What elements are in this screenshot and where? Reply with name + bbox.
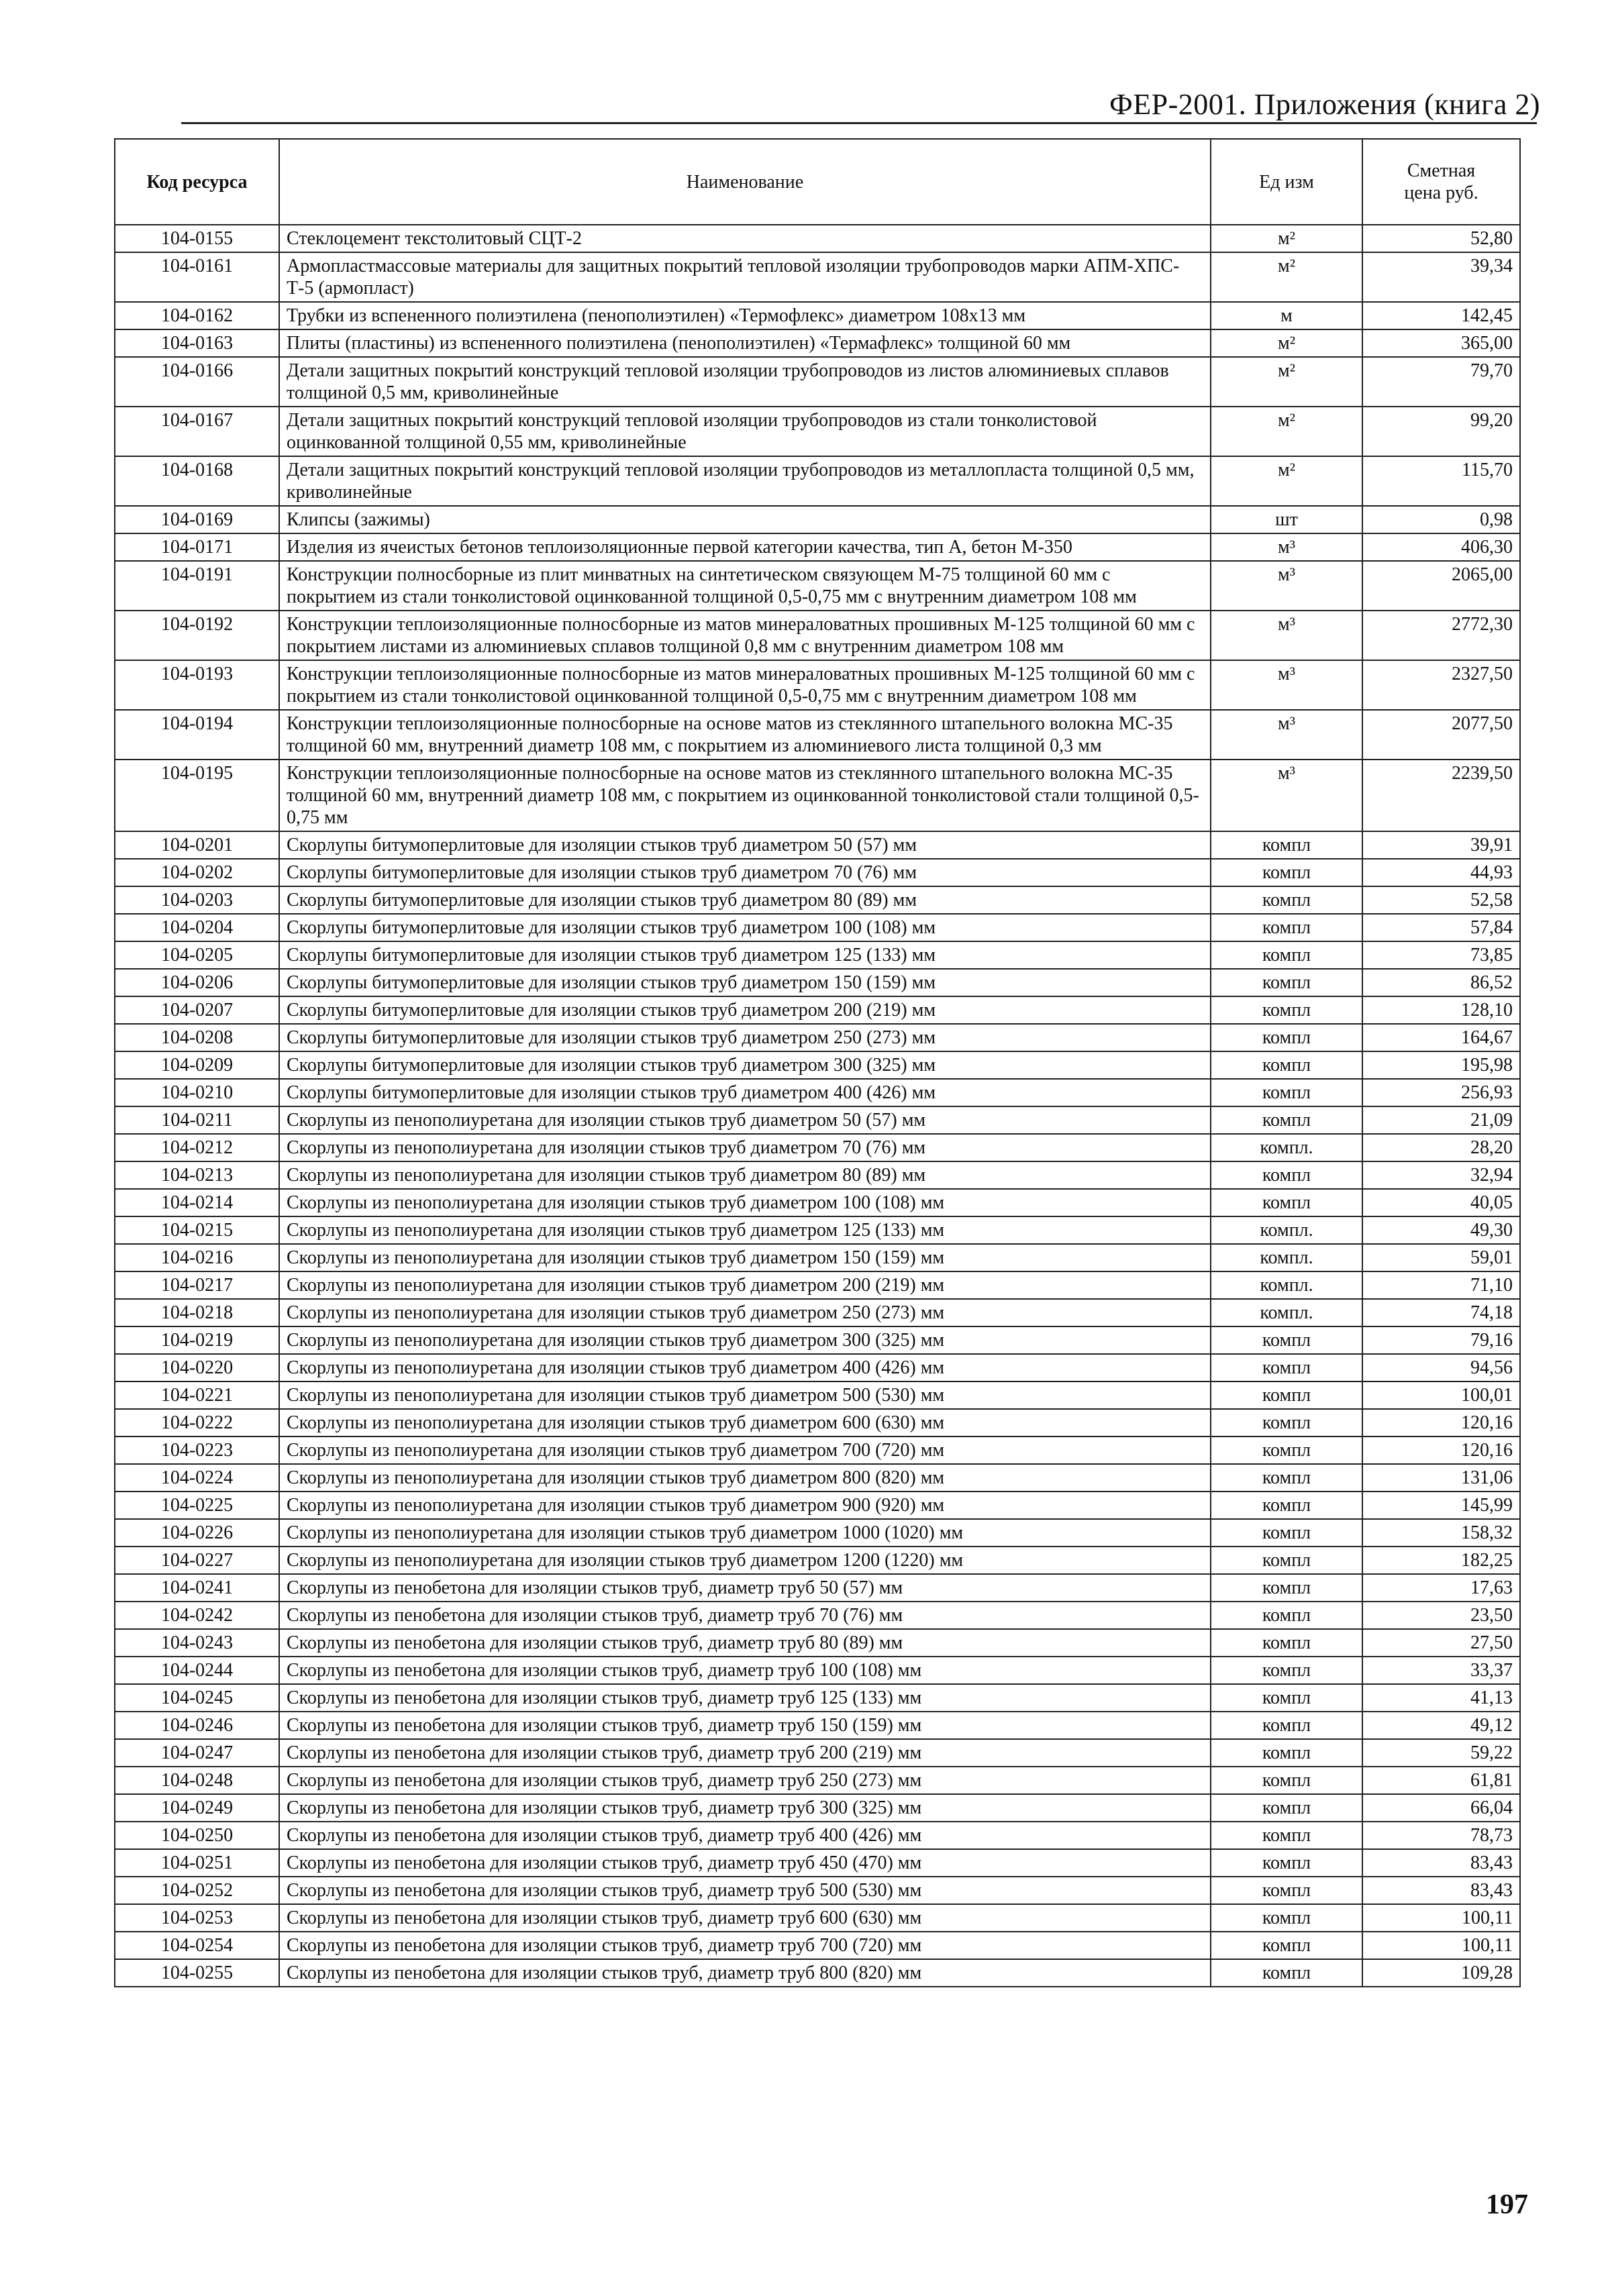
name-cell: Скорлупы из пенополиуретана для изоляции стыков труб диаметром 200 (219) мм [279, 1271, 1211, 1299]
column-header-unit: Ед изм [1211, 139, 1362, 225]
code-cell: 104-0206 [115, 969, 279, 996]
code-cell: 104-0214 [115, 1189, 279, 1216]
unit-cell: компл [1211, 1602, 1362, 1629]
name-cell: Скорлупы из пенополиуретана для изоляции стыков труб диаметром 400 (426) мм [279, 1354, 1211, 1381]
table-row [115, 760, 1520, 831]
unit-cell: компл. [1211, 1216, 1362, 1244]
price-cell: 2327,50 [1362, 660, 1520, 710]
price-cell: 39,91 [1362, 831, 1520, 859]
code-cell: 104-0212 [115, 1134, 279, 1161]
price-cell: 59,01 [1362, 1244, 1520, 1271]
price-cell: 2065,00 [1362, 561, 1520, 611]
name-cell: Клипсы (зажимы) [279, 506, 1211, 533]
price-cell: 21,09 [1362, 1106, 1520, 1134]
name-cell: Скорлупы из пенополиуретана для изоляции стыков труб диаметром 900 (920) мм [279, 1492, 1211, 1519]
name-cell: Конструкции теплоизоляционные полносборные из матов минераловатных прошивных М-125 толщиной 60 мм с покрытием из стали тонколистовой оцинкованной толщиной 0,5-0,75 мм с внутренним диаметром 108 мм [279, 660, 1211, 710]
name-cell: Скорлупы из пенобетона для изоляции стыков труб, диаметр труб 70 (76) мм [279, 1602, 1211, 1629]
price-cell: 17,63 [1362, 1574, 1520, 1602]
price-cell: 158,32 [1362, 1519, 1520, 1547]
table-row [115, 456, 1520, 506]
code-cell: 104-0167 [115, 407, 279, 456]
name-cell: Скорлупы из пенобетона для изоляции стыков труб, диаметр труб 300 (325) мм [279, 1794, 1211, 1822]
name-cell: Скорлупы из пенобетона для изоляции стыков труб, диаметр труб 125 (133) мм [279, 1684, 1211, 1712]
code-cell: 104-0202 [115, 859, 279, 886]
table-row [115, 1271, 1520, 1299]
table-row [115, 1354, 1520, 1381]
price-cell: 164,67 [1362, 1024, 1520, 1051]
code-cell: 104-0255 [115, 1959, 279, 1987]
code-cell: 104-0155 [115, 225, 279, 252]
name-cell: Скорлупы из пенополиуретана для изоляции стыков труб диаметром 150 (159) мм [279, 1244, 1211, 1271]
price-cell: 2239,50 [1362, 760, 1520, 831]
price-cell: 2772,30 [1362, 611, 1520, 660]
table-row [115, 561, 1520, 611]
unit-cell: м² [1211, 252, 1362, 302]
price-cell: 182,25 [1362, 1547, 1520, 1574]
unit-cell: компл [1211, 1547, 1362, 1574]
unit-cell: компл [1211, 996, 1362, 1024]
price-cell: 120,16 [1362, 1409, 1520, 1437]
unit-cell: компл [1211, 1381, 1362, 1409]
page-number: 197 [1486, 2189, 1528, 2220]
unit-cell: компл [1211, 1574, 1362, 1602]
name-cell: Скорлупы из пенополиуретана для изоляции стыков труб диаметром 70 (76) мм [279, 1134, 1211, 1161]
code-cell: 104-0224 [115, 1464, 279, 1492]
name-cell: Детали защитных покрытий конструкций тепловой изоляции трубопроводов из листов алюминиевых сплавов толщиной 0,5 мм, криволинейные [279, 357, 1211, 407]
price-cell: 39,34 [1362, 252, 1520, 302]
table-row [115, 1574, 1520, 1602]
code-cell: 104-0245 [115, 1684, 279, 1712]
code-cell: 104-0249 [115, 1794, 279, 1822]
unit-cell: компл [1211, 1904, 1362, 1932]
price-cell: 142,45 [1362, 302, 1520, 329]
code-cell: 104-0244 [115, 1657, 279, 1684]
code-cell: 104-0220 [115, 1354, 279, 1381]
unit-cell: компл [1211, 1492, 1362, 1519]
table-row [115, 1492, 1520, 1519]
unit-cell: м³ [1211, 533, 1362, 561]
code-cell: 104-0217 [115, 1271, 279, 1299]
unit-cell: м [1211, 302, 1362, 329]
resource-price-table [114, 138, 1521, 1987]
price-cell: 83,43 [1362, 1877, 1520, 1904]
price-cell: 99,20 [1362, 407, 1520, 456]
unit-cell: компл [1211, 1629, 1362, 1657]
price-cell: 59,22 [1362, 1739, 1520, 1767]
name-cell: Конструкции полносборные из плит минватных на синтетическом связующем М-75 толщиной 60 мм с покрытием из стали тонколистовой оцинкованной толщиной 0,5-0,75 мм с внутренним диаметром 108 мм [279, 561, 1211, 611]
price-cell: 145,99 [1362, 1492, 1520, 1519]
code-cell: 104-0227 [115, 1547, 279, 1574]
table-row [115, 1877, 1520, 1904]
code-cell: 104-0241 [115, 1574, 279, 1602]
unit-cell: компл [1211, 1739, 1362, 1767]
unit-cell: компл [1211, 1767, 1362, 1794]
table-row [115, 914, 1520, 941]
name-cell: Скорлупы битумоперлитовые для изоляции стыков труб диаметром 250 (273) мм [279, 1024, 1211, 1051]
price-cell: 44,93 [1362, 859, 1520, 886]
table-row [115, 1904, 1520, 1932]
table-row [115, 1794, 1520, 1822]
name-cell: Скорлупы из пенобетона для изоляции стыков труб, диаметр труб 800 (820) мм [279, 1959, 1211, 1987]
table-row [115, 886, 1520, 914]
code-cell: 104-0254 [115, 1932, 279, 1959]
code-cell: 104-0215 [115, 1216, 279, 1244]
name-cell: Скорлупы из пенобетона для изоляции стыков труб, диаметр труб 80 (89) мм [279, 1629, 1211, 1657]
table-row [115, 1629, 1520, 1657]
column-header-code: Код ресурса [115, 139, 279, 225]
code-cell: 104-0168 [115, 456, 279, 506]
code-cell: 104-0248 [115, 1767, 279, 1794]
unit-cell: компл [1211, 1519, 1362, 1547]
price-cell: 66,04 [1362, 1794, 1520, 1822]
code-cell: 104-0252 [115, 1877, 279, 1904]
table-header-row [115, 139, 1520, 225]
code-cell: 104-0208 [115, 1024, 279, 1051]
table-row [115, 1712, 1520, 1739]
unit-cell: компл [1211, 1079, 1362, 1106]
code-cell: 104-0250 [115, 1822, 279, 1849]
price-cell: 100,11 [1362, 1932, 1520, 1959]
table-row [115, 225, 1520, 252]
table-row [115, 252, 1520, 302]
code-cell: 104-0226 [115, 1519, 279, 1547]
unit-cell: компл. [1211, 1271, 1362, 1299]
name-cell: Скорлупы из пенополиуретана для изоляции стыков труб диаметром 50 (57) мм [279, 1106, 1211, 1134]
table-row [115, 1849, 1520, 1877]
unit-cell: компл. [1211, 1244, 1362, 1271]
name-cell: Скорлупы битумоперлитовые для изоляции стыков труб диаметром 50 (57) мм [279, 831, 1211, 859]
price-cell: 100,11 [1362, 1904, 1520, 1932]
unit-cell: компл [1211, 1822, 1362, 1849]
name-cell: Скорлупы из пенополиуретана для изоляции стыков труб диаметром 1000 (1020) мм [279, 1519, 1211, 1547]
table-row [115, 506, 1520, 533]
code-cell: 104-0193 [115, 660, 279, 710]
unit-cell: компл [1211, 1657, 1362, 1684]
price-cell: 40,05 [1362, 1189, 1520, 1216]
table-row [115, 1326, 1520, 1354]
price-cell: 52,58 [1362, 886, 1520, 914]
price-cell: 28,20 [1362, 1134, 1520, 1161]
unit-cell: м³ [1211, 710, 1362, 760]
unit-cell: компл [1211, 1959, 1362, 1987]
code-cell: 104-0205 [115, 941, 279, 969]
column-header-price: Сметная цена руб. [1362, 139, 1520, 225]
table-row [115, 407, 1520, 456]
name-cell: Конструкции теплоизоляционные полносборные на основе матов из стеклянного штапельного волокна МС-35 толщиной 60 мм, внутренний диаметр 108 мм, с покрытием из алюминиевого листа толщиной 0,3 мм [279, 710, 1211, 760]
code-cell: 104-0169 [115, 506, 279, 533]
price-cell: 27,50 [1362, 1629, 1520, 1657]
code-cell: 104-0225 [115, 1492, 279, 1519]
price-cell: 2077,50 [1362, 710, 1520, 760]
table-row [115, 1189, 1520, 1216]
code-cell: 104-0163 [115, 329, 279, 357]
table-row [115, 1161, 1520, 1189]
unit-cell: м³ [1211, 611, 1362, 660]
code-cell: 104-0162 [115, 302, 279, 329]
name-cell: Скорлупы из пенополиуретана для изоляции стыков труб диаметром 125 (133) мм [279, 1216, 1211, 1244]
table-row [115, 1684, 1520, 1712]
table-row [115, 1464, 1520, 1492]
unit-cell: м² [1211, 407, 1362, 456]
code-cell: 104-0201 [115, 831, 279, 859]
price-cell: 94,56 [1362, 1354, 1520, 1381]
price-cell: 41,13 [1362, 1684, 1520, 1712]
table-row [115, 1409, 1520, 1437]
name-cell: Детали защитных покрытий конструкций тепловой изоляции трубопроводов из металлопласта толщиной 0,5 мм, криволинейные [279, 456, 1211, 506]
name-cell: Скорлупы из пенобетона для изоляции стыков труб, диаметр труб 250 (273) мм [279, 1767, 1211, 1794]
code-cell: 104-0222 [115, 1409, 279, 1437]
table-row [115, 1299, 1520, 1326]
code-cell: 104-0223 [115, 1437, 279, 1464]
price-cell: 61,81 [1362, 1767, 1520, 1794]
price-cell: 79,70 [1362, 357, 1520, 407]
code-cell: 104-0242 [115, 1602, 279, 1629]
unit-cell: компл [1211, 1684, 1362, 1712]
price-cell: 131,06 [1362, 1464, 1520, 1492]
price-cell: 83,43 [1362, 1849, 1520, 1877]
name-cell: Конструкции теплоизоляционные полносборные из матов минераловатных прошивных М-125 толщиной 60 мм с покрытием листами из алюминиевых сплавов толщиной 0,8 мм с внутренним диаметром 108 мм [279, 611, 1211, 660]
price-cell: 365,00 [1362, 329, 1520, 357]
name-cell: Скорлупы битумоперлитовые для изоляции стыков труб диаметром 125 (133) мм [279, 941, 1211, 969]
name-cell: Стеклоцемент текстолитовый СЦТ-2 [279, 225, 1211, 252]
price-cell: 49,12 [1362, 1712, 1520, 1739]
unit-cell: компл [1211, 1409, 1362, 1437]
name-cell: Плиты (пластины) из вспененного полиэтилена (пенополиэтилен) «Термафлекс» толщиной 60 мм [279, 329, 1211, 357]
table-row [115, 357, 1520, 407]
code-cell: 104-0219 [115, 1326, 279, 1354]
code-cell: 104-0203 [115, 886, 279, 914]
price-cell: 57,84 [1362, 914, 1520, 941]
code-cell: 104-0191 [115, 561, 279, 611]
price-cell: 115,70 [1362, 456, 1520, 506]
name-cell: Скорлупы из пенополиуретана для изоляции стыков труб диаметром 300 (325) мм [279, 1326, 1211, 1354]
table-row [115, 996, 1520, 1024]
price-cell: 0,98 [1362, 506, 1520, 533]
name-cell: Скорлупы из пенополиуретана для изоляции стыков труб диаметром 800 (820) мм [279, 1464, 1211, 1492]
unit-cell: компл [1211, 886, 1362, 914]
code-cell: 104-0247 [115, 1739, 279, 1767]
name-cell: Скорлупы из пенополиуретана для изоляции стыков труб диаметром 600 (630) мм [279, 1409, 1211, 1437]
unit-cell: компл [1211, 1464, 1362, 1492]
unit-cell: компл. [1211, 1299, 1362, 1326]
price-cell: 195,98 [1362, 1051, 1520, 1079]
price-cell: 49,30 [1362, 1216, 1520, 1244]
price-cell: 71,10 [1362, 1271, 1520, 1299]
unit-cell: компл [1211, 1106, 1362, 1134]
table-row [115, 1822, 1520, 1849]
unit-cell: компл [1211, 1932, 1362, 1959]
unit-cell: компл [1211, 1161, 1362, 1189]
unit-cell: компл [1211, 1051, 1362, 1079]
table-row [115, 941, 1520, 969]
code-cell: 104-0171 [115, 533, 279, 561]
unit-cell: м³ [1211, 660, 1362, 710]
code-cell: 104-0216 [115, 1244, 279, 1271]
code-cell: 104-0207 [115, 996, 279, 1024]
price-cell: 128,10 [1362, 996, 1520, 1024]
table-row [115, 1932, 1520, 1959]
unit-cell: м² [1211, 357, 1362, 407]
name-cell: Скорлупы из пенобетона для изоляции стыков труб, диаметр труб 50 (57) мм [279, 1574, 1211, 1602]
unit-cell: компл [1211, 1877, 1362, 1904]
code-cell: 104-0218 [115, 1299, 279, 1326]
price-cell: 79,16 [1362, 1326, 1520, 1354]
name-cell: Скорлупы из пенобетона для изоляции стыков труб, диаметр труб 200 (219) мм [279, 1739, 1211, 1767]
code-cell: 104-0192 [115, 611, 279, 660]
code-cell: 104-0195 [115, 760, 279, 831]
table-row [115, 831, 1520, 859]
name-cell: Скорлупы из пенополиуретана для изоляции стыков труб диаметром 80 (89) мм [279, 1161, 1211, 1189]
code-cell: 104-0251 [115, 1849, 279, 1877]
header-divider [181, 122, 1537, 124]
table-row [115, 710, 1520, 760]
table-row [115, 1657, 1520, 1684]
name-cell: Скорлупы битумоперлитовые для изоляции стыков труб диаметром 400 (426) мм [279, 1079, 1211, 1106]
table-row [115, 1079, 1520, 1106]
unit-cell: компл [1211, 1794, 1362, 1822]
table-row [115, 302, 1520, 329]
code-cell: 104-0166 [115, 357, 279, 407]
price-cell: 33,37 [1362, 1657, 1520, 1684]
code-cell: 104-0211 [115, 1106, 279, 1134]
unit-cell: компл [1211, 914, 1362, 941]
name-cell: Скорлупы битумоперлитовые для изоляции стыков труб диаметром 80 (89) мм [279, 886, 1211, 914]
unit-cell: компл [1211, 941, 1362, 969]
name-cell: Скорлупы из пенополиуретана для изоляции стыков труб диаметром 250 (273) мм [279, 1299, 1211, 1326]
unit-cell: компл [1211, 1849, 1362, 1877]
name-cell: Скорлупы из пенополиуретана для изоляции стыков труб диаметром 700 (720) мм [279, 1437, 1211, 1464]
code-cell: 104-0253 [115, 1904, 279, 1932]
unit-cell: компл [1211, 1024, 1362, 1051]
table-row [115, 1437, 1520, 1464]
unit-cell: м³ [1211, 561, 1362, 611]
price-cell: 109,28 [1362, 1959, 1520, 1987]
table-row [115, 1547, 1520, 1574]
table-row [115, 1024, 1520, 1051]
name-cell: Конструкции теплоизоляционные полносборные на основе матов из стеклянного штапельного волокна МС-35 толщиной 60 мм, внутренний диаметр 108 мм, с покрытием из оцинкованной тонколистовой стали толщиной 0,5-0,75 мм [279, 760, 1211, 831]
name-cell: Скорлупы из пенополиуретана для изоляции стыков труб диаметром 500 (530) мм [279, 1381, 1211, 1409]
name-cell: Скорлупы из пенобетона для изоляции стыков труб, диаметр труб 400 (426) мм [279, 1822, 1211, 1849]
price-cell: 78,73 [1362, 1822, 1520, 1849]
name-cell: Скорлупы из пенобетона для изоляции стыков труб, диаметр труб 600 (630) мм [279, 1904, 1211, 1932]
name-cell: Трубки из вспененного полиэтилена (пенополиэтилен) «Термофлекс» диаметром 108х13 мм [279, 302, 1211, 329]
code-cell: 104-0209 [115, 1051, 279, 1079]
unit-cell: компл [1211, 1437, 1362, 1464]
name-cell: Скорлупы из пенобетона для изоляции стыков труб, диаметр труб 100 (108) мм [279, 1657, 1211, 1684]
table-row [115, 1959, 1520, 1987]
table-row [115, 1381, 1520, 1409]
name-cell: Скорлупы из пенополиуретана для изоляции стыков труб диаметром 100 (108) мм [279, 1189, 1211, 1216]
name-cell: Скорлупы битумоперлитовые для изоляции стыков труб диаметром 100 (108) мм [279, 914, 1211, 941]
price-cell: 120,16 [1362, 1437, 1520, 1464]
table-body [115, 225, 1520, 1987]
unit-cell: шт [1211, 506, 1362, 533]
name-cell: Скорлупы битумоперлитовые для изоляции стыков труб диаметром 200 (219) мм [279, 996, 1211, 1024]
name-cell: Скорлупы битумоперлитовые для изоляции стыков труб диаметром 70 (76) мм [279, 859, 1211, 886]
name-cell: Скорлупы из пенополиуретана для изоляции стыков труб диаметром 1200 (1220) мм [279, 1547, 1211, 1574]
table-row [115, 1602, 1520, 1629]
code-cell: 104-0246 [115, 1712, 279, 1739]
price-cell: 73,85 [1362, 941, 1520, 969]
column-header-name: Наименование [279, 139, 1211, 225]
table-row [115, 1106, 1520, 1134]
unit-cell: компл [1211, 831, 1362, 859]
price-cell: 256,93 [1362, 1079, 1520, 1106]
name-cell: Скорлупы битумоперлитовые для изоляции стыков труб диаметром 300 (325) мм [279, 1051, 1211, 1079]
code-cell: 104-0204 [115, 914, 279, 941]
name-cell: Скорлупы из пенобетона для изоляции стыков труб, диаметр труб 450 (470) мм [279, 1849, 1211, 1877]
unit-cell: м² [1211, 456, 1362, 506]
unit-cell: м² [1211, 329, 1362, 357]
page-header-title: ФЕР-2001. Приложения (книга 2) [1109, 88, 1540, 121]
code-cell: 104-0161 [115, 252, 279, 302]
price-cell: 74,18 [1362, 1299, 1520, 1326]
table-row [115, 1767, 1520, 1794]
table-row [115, 611, 1520, 660]
unit-cell: компл. [1211, 1134, 1362, 1161]
table-row [115, 859, 1520, 886]
code-cell: 104-0221 [115, 1381, 279, 1409]
unit-cell: компл [1211, 1189, 1362, 1216]
code-cell: 104-0210 [115, 1079, 279, 1106]
table-row [115, 1216, 1520, 1244]
table-row [115, 1244, 1520, 1271]
code-cell: 104-0243 [115, 1629, 279, 1657]
name-cell: Скорлупы из пенобетона для изоляции стыков труб, диаметр труб 150 (159) мм [279, 1712, 1211, 1739]
name-cell: Армопластмассовые материалы для защитных покрытий тепловой изоляции трубопроводов марки АПМ-ХПС-Т-5 (армопласт) [279, 252, 1211, 302]
table-row [115, 1051, 1520, 1079]
unit-cell: м³ [1211, 760, 1362, 831]
unit-cell: компл [1211, 969, 1362, 996]
table-row [115, 1134, 1520, 1161]
price-cell: 100,01 [1362, 1381, 1520, 1409]
table-row [115, 329, 1520, 357]
table-row [115, 969, 1520, 996]
unit-cell: компл [1211, 1712, 1362, 1739]
table-row [115, 1519, 1520, 1547]
code-cell: 104-0194 [115, 710, 279, 760]
table-row [115, 533, 1520, 561]
code-cell: 104-0213 [115, 1161, 279, 1189]
unit-cell: компл [1211, 1354, 1362, 1381]
unit-cell: компл [1211, 1326, 1362, 1354]
table-row [115, 1739, 1520, 1767]
name-cell: Изделия из ячеистых бетонов теплоизоляционные первой категории качества, тип А, бетон М-350 [279, 533, 1211, 561]
table-row [115, 660, 1520, 710]
name-cell: Скорлупы из пенобетона для изоляции стыков труб, диаметр труб 500 (530) мм [279, 1877, 1211, 1904]
name-cell: Скорлупы из пенобетона для изоляции стыков труб, диаметр труб 700 (720) мм [279, 1932, 1211, 1959]
price-cell: 86,52 [1362, 969, 1520, 996]
price-cell: 406,30 [1362, 533, 1520, 561]
price-cell: 52,80 [1362, 225, 1520, 252]
unit-cell: м² [1211, 225, 1362, 252]
price-cell: 23,50 [1362, 1602, 1520, 1629]
name-cell: Детали защитных покрытий конструкций тепловой изоляции трубопроводов из стали тонколистовой оцинкованной толщиной 0,55 мм, криволинейные [279, 407, 1211, 456]
unit-cell: компл [1211, 859, 1362, 886]
name-cell: Скорлупы битумоперлитовые для изоляции стыков труб диаметром 150 (159) мм [279, 969, 1211, 996]
price-cell: 32,94 [1362, 1161, 1520, 1189]
